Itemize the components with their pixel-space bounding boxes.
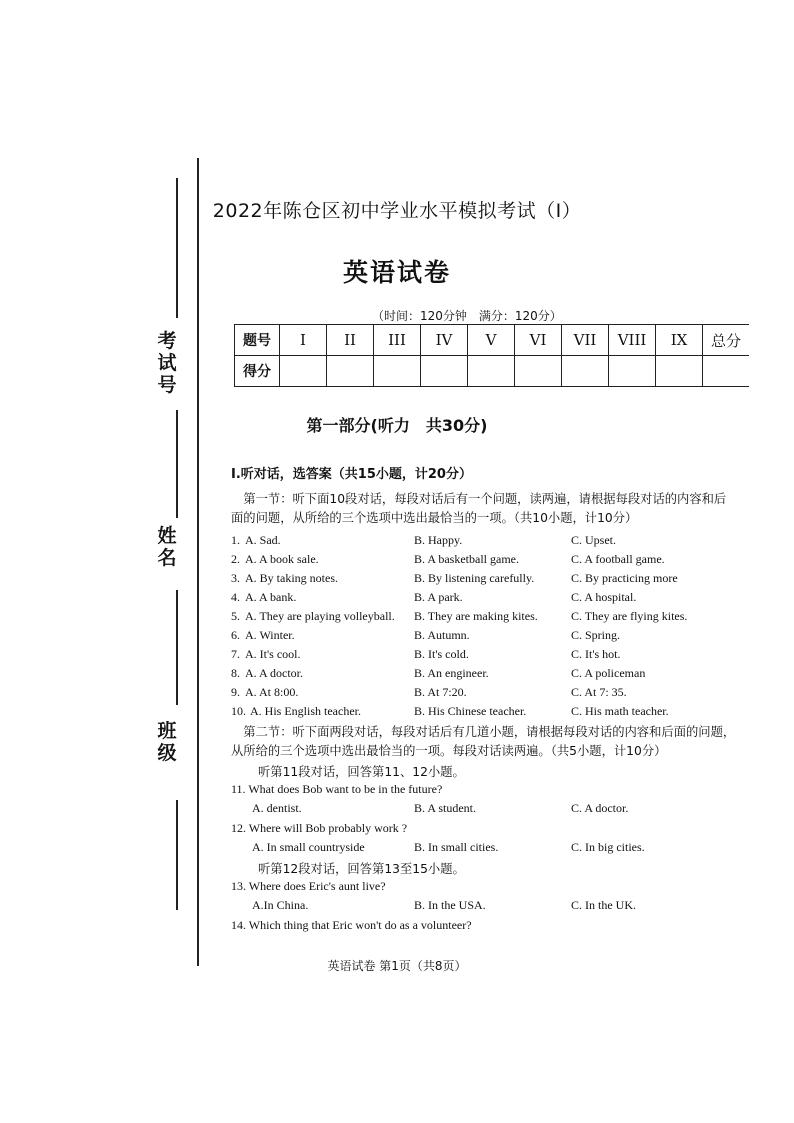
option-b: B. They are making kites.: [414, 609, 538, 623]
section2-instruction-line2: 从所给的三个选项中选出最恰当的一项。每段对话读两遍。（共5小题，计10分）: [231, 744, 667, 758]
option-c: C. They are flying kites.: [571, 609, 688, 623]
question-12: 12. Where will Bob probably work ?: [231, 821, 408, 835]
score-table-score-row: [235, 356, 750, 387]
option-c: C. A hospital.: [571, 590, 637, 604]
col-header: VIII: [609, 325, 656, 356]
col-header: VI: [515, 325, 562, 356]
option-a: A.In China.: [252, 898, 309, 912]
class-line-bottom: [176, 800, 178, 910]
score-cell[interactable]: [374, 356, 421, 387]
option-b: B. An engineer.: [414, 666, 489, 680]
score-cell[interactable]: [656, 356, 703, 387]
dialog-12-intro: 听第12段对话，回答第13至15小题。: [258, 862, 465, 876]
option-b: B. In the USA.: [414, 898, 486, 912]
option-b: B. Autumn.: [414, 628, 470, 642]
col-header: VII: [562, 325, 609, 356]
col-header: II: [327, 325, 374, 356]
question-number: 2.: [231, 552, 240, 566]
option-b: B. Happy.: [414, 533, 463, 547]
option-c: C. At 7: 35.: [571, 685, 627, 699]
option-a: A. They are playing volleyball.: [245, 609, 395, 623]
score-cell[interactable]: [515, 356, 562, 387]
question-number: 7.: [231, 647, 240, 661]
score-table: [234, 324, 749, 387]
option-c: C. A football game.: [571, 552, 665, 566]
score-cell[interactable]: [562, 356, 609, 387]
col-header: IV: [421, 325, 468, 356]
question-number: 8.: [231, 666, 240, 680]
score-cell[interactable]: [609, 356, 656, 387]
option-a: A. It's cool.: [245, 647, 301, 661]
part1-title: 第一部分(听力 共30分): [306, 416, 488, 435]
option-c: C. Spring.: [571, 628, 621, 642]
option-a: A. A book sale.: [245, 552, 319, 566]
col-header: V: [468, 325, 515, 356]
score-cell[interactable]: [327, 356, 374, 387]
row-label-question: 题号: [235, 325, 280, 356]
option-c: C. A doctor.: [571, 801, 629, 815]
section1-instruction-line1: 第一节：听下面10段对话，每段对话后有一个问题，读两遍，请根据每段对话的内容和后: [231, 492, 727, 506]
score-cell[interactable]: [468, 356, 515, 387]
exam-no-label: 考试号: [157, 330, 177, 396]
col-header: III: [374, 325, 421, 356]
option-a: A. In small countryside: [252, 840, 365, 854]
option-a: A. Sad.: [245, 533, 281, 547]
subject-title: 英语试卷: [342, 258, 451, 287]
option-b: B. In small cities.: [414, 840, 499, 854]
option-a: A. By taking notes.: [245, 571, 338, 585]
score-cell[interactable]: [280, 356, 327, 387]
section1-instruction-line2: 面的问题，从所给的三个选项中选出最恰当的一项。（共10小题，计10分）: [231, 511, 638, 525]
option-b: B. It's cold.: [414, 647, 469, 661]
col-header: IX: [656, 325, 703, 356]
col-header: I: [280, 325, 327, 356]
question-number: 3.: [231, 571, 240, 585]
row-label-score: 得分: [235, 356, 280, 387]
option-c: C. Upset.: [571, 533, 616, 547]
option-c: C. In the UK.: [571, 898, 636, 912]
option-c: C. In big cities.: [571, 840, 645, 854]
option-b: B. At 7:20.: [414, 685, 467, 699]
question-13: 13. Where does Eric's aunt live?: [231, 879, 386, 893]
option-b: B. A student.: [414, 801, 477, 815]
option-a: A. Winter.: [245, 628, 295, 642]
score-cell-total[interactable]: [703, 356, 750, 387]
class-line-top: [176, 590, 178, 705]
option-a: A. A doctor.: [245, 666, 304, 680]
dialog-11-intro: 听第11段对话，回答第11、12小题。: [258, 765, 465, 779]
option-c: C. By practicing more: [571, 571, 678, 585]
page-footer: 英语试卷 第1页（共8页）: [327, 959, 467, 973]
option-a: A. His English teacher.: [250, 704, 361, 718]
question-number: 4.: [231, 590, 240, 604]
option-c: C. A policeman: [571, 666, 646, 680]
option-c: C. It's hot.: [571, 647, 621, 661]
question-number: 9.: [231, 685, 240, 699]
section1-heading: I.听对话，选答案（共15小题，计20分）: [231, 467, 472, 482]
question-11: 11. What does Bob want to be in the future?: [231, 782, 443, 796]
option-c: C. His math teacher.: [571, 704, 669, 718]
col-header-total: 总分: [703, 325, 750, 356]
question-number: 10.: [231, 704, 246, 718]
question-14: 14. Which thing that Eric won't do as a volunteer?: [231, 918, 472, 932]
name-label: 姓名: [157, 525, 177, 569]
section2-instruction-line1: 第二节：听下面两段对话，每段对话后有几道小题，请根据每段对话的内容和后面的问题，: [231, 725, 736, 739]
option-b: B. His Chinese teacher.: [414, 704, 527, 718]
question-number: 6.: [231, 628, 240, 642]
class-label: 班级: [157, 720, 177, 764]
exam-title: 2022年陈仓区初中学业水平模拟考试（I）: [212, 200, 582, 222]
option-b: B. By listening carefully.: [414, 571, 535, 585]
score-cell[interactable]: [421, 356, 468, 387]
time-info: （时间：120分钟 满分：120分）: [372, 309, 562, 323]
score-table-header-row: [235, 325, 750, 356]
option-b: B. A basketball game.: [414, 552, 519, 566]
option-a: A. At 8:00.: [245, 685, 299, 699]
option-a: A. A bank.: [245, 590, 297, 604]
option-b: B. A park.: [414, 590, 463, 604]
question-number: 5.: [231, 609, 240, 623]
option-a: A. dentist.: [252, 801, 302, 815]
question-number: 1.: [231, 533, 240, 547]
